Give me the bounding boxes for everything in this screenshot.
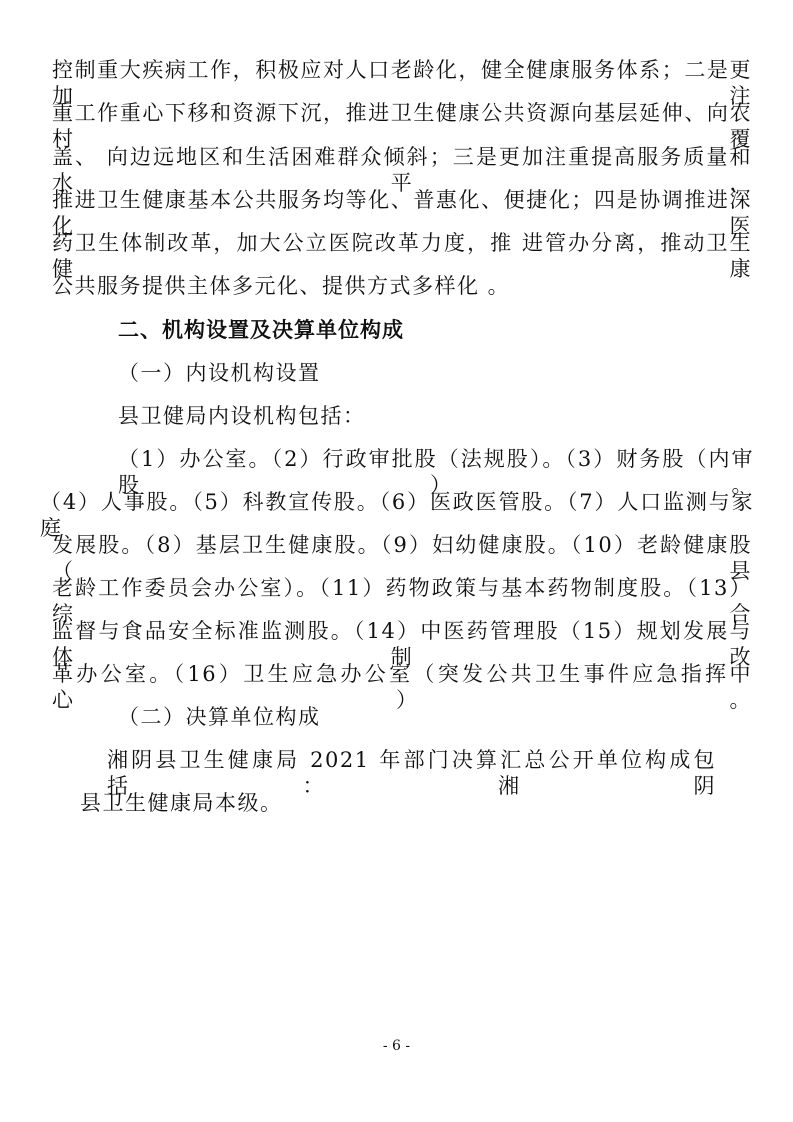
subsection-intro: 县卫健局内设机构包括：: [118, 404, 366, 428]
unit-composition-line: 县卫生健康局本级。: [80, 791, 283, 815]
page-number: - 6 -: [382, 1038, 411, 1054]
paragraph-line: 药卫生体制改革，加大公立医院改革力度，推 进管办分离，推动卫生健康: [52, 231, 752, 281]
unit-composition-line: 湘阴县卫生健康局 2021 年部门决算汇总公开单位构成包括：湘阴: [107, 748, 716, 798]
paragraph-line: 推进卫生健康基本公共服务均等化、普惠化、便捷化；四是协调推进深化医: [52, 188, 752, 238]
section-heading: 二、机构设置及决算单位构成: [118, 318, 404, 342]
org-list-line: （4）人事股。（5）科教宣传股。（6）医政医管股。（7）人口监测与家庭: [40, 490, 754, 540]
org-list-line: 革办公室。（16）卫生应急办公室（突发公共卫生事件应急指挥中心）。: [52, 662, 752, 712]
paragraph-line: 重工作重心下移和资源下沉，推进卫生健康公共资源向基层延伸、向农村覆: [52, 101, 752, 151]
paragraph-line: 控制重大疾病工作，积极应对人口老龄化，健全健康服务体系；二是更加注: [52, 58, 752, 108]
paragraph-line: 公共服务提供主体多元化、提供方式多样化 。: [52, 274, 511, 298]
org-list-line: 监督与食品安全标准监测股。（14）中医药管理股（15）规划发展与体制改: [52, 619, 752, 669]
subsection-title: （一）内设机构设置: [118, 361, 321, 385]
org-list-line: 老龄工作委员会办公室）。（11）药物政策与基本药物制度股。（13）综合: [52, 576, 752, 626]
org-list-line: 发展股。（8）基层卫生健康股。（9）妇幼健康股。（10）老龄健康股（县: [52, 533, 752, 583]
subsection-title: （二）决算单位构成: [118, 705, 321, 729]
org-list-line: （1）办公室。（2）行政审批股（法规股）。（3）财务股（内审股）。: [118, 447, 754, 497]
paragraph-line: 盖、 向边远地区和生活困难群众倾斜；三是更加注重提高服务质量和水平，: [52, 145, 752, 195]
